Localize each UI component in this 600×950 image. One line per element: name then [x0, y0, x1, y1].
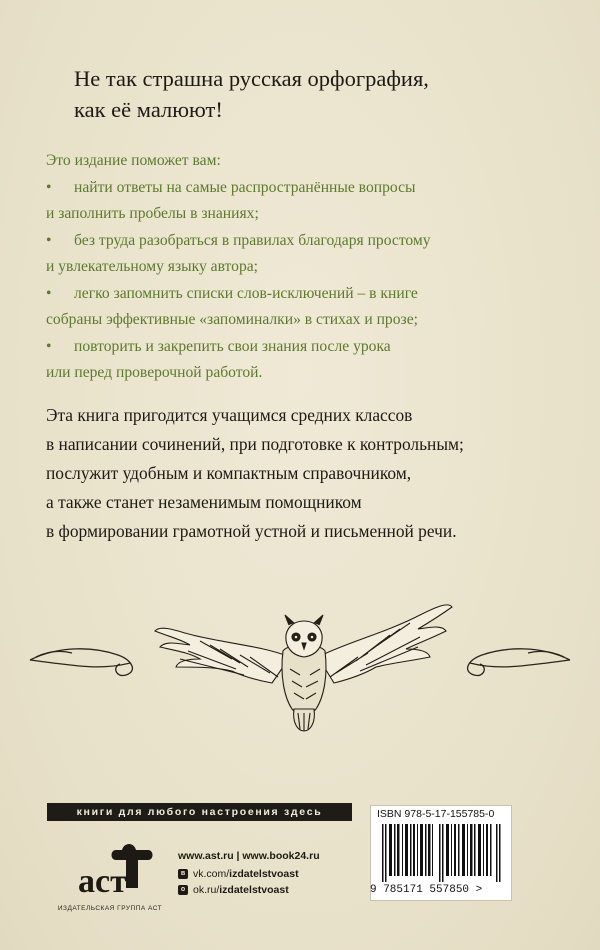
web-links[interactable]: www.ast.ru | www.book24.ru [178, 850, 320, 862]
ok-link[interactable] [178, 884, 320, 896]
list-item [46, 175, 566, 202]
contact-links [178, 850, 320, 896]
paragraph-line: Эта книга пригодится учащимся средних классов [46, 405, 413, 425]
bullet-icon: • [46, 284, 52, 302]
paragraph-line: в написании сочинений, при подготовке к контрольным; [46, 434, 464, 454]
barcode-digits: 9 785171 557850 > [370, 884, 483, 896]
list-item [46, 334, 566, 361]
owl-illustration [0, 585, 600, 735]
list-item-text: без труда разобраться в правилах благодаря простому [74, 231, 431, 249]
paragraph-line: а также станет незаменимым помощником [46, 492, 362, 512]
list-item-continuation: и заполнить пробелы в знаниях; [46, 205, 259, 222]
ast-logo [60, 832, 160, 902]
publisher-name: ИЗДАТЕЛЬСКАЯ ГРУППА АСТ [57, 905, 163, 912]
list-item [46, 228, 566, 255]
vk-link[interactable] [178, 868, 320, 880]
list-item-continuation: или перед проверочной работой. [46, 364, 263, 381]
isbn-text: ISBN 978-5-17-155785-0 [377, 808, 495, 820]
list-item-continuation: собраны эффективные «запоминалки» в стихах и прозе; [46, 311, 418, 328]
description-paragraph [46, 401, 464, 546]
vk-prefix: vk.com/ [193, 868, 230, 880]
list-item-continuation: и увлекательному языку автора; [46, 258, 259, 275]
paragraph-line: в формировании грамотной устной и письменной речи. [46, 521, 457, 541]
list-item-text: повторить и закрепить свои знания после урока [74, 337, 391, 355]
benefits-list [46, 148, 566, 387]
headline-line-1: Не так страшна русская орфография, [74, 66, 429, 91]
flourish-right-icon [468, 649, 570, 676]
bullet-icon: • [46, 178, 52, 196]
benefits-intro: Это издание поможет вам: [46, 152, 221, 169]
list-item [46, 281, 566, 308]
ok-handle: izdatelstvoast [219, 884, 289, 896]
owl-body [155, 605, 452, 731]
list-item-text: найти ответы на самые распространённые вопросы [74, 178, 416, 196]
logo-text: аст [78, 863, 127, 900]
vk-icon: в [178, 869, 188, 879]
vk-handle: izdatelstvoast [229, 868, 299, 880]
list-item-text: легко запомнить списки слов-исключений – в книге [74, 284, 418, 302]
paragraph-line: послужит удобным и компактным справочником, [46, 463, 412, 483]
headline-line-2: как её малюют! [74, 97, 223, 122]
headline [74, 63, 429, 125]
tagline-banner: книги для любого настроения здесь [47, 803, 352, 821]
ok-icon: о [178, 885, 188, 895]
flourish-left-icon [30, 649, 132, 676]
barcode-icon [382, 824, 502, 882]
bullet-icon: • [46, 337, 52, 355]
bullet-icon: • [46, 231, 52, 249]
ok-prefix: ok.ru/ [193, 884, 220, 896]
